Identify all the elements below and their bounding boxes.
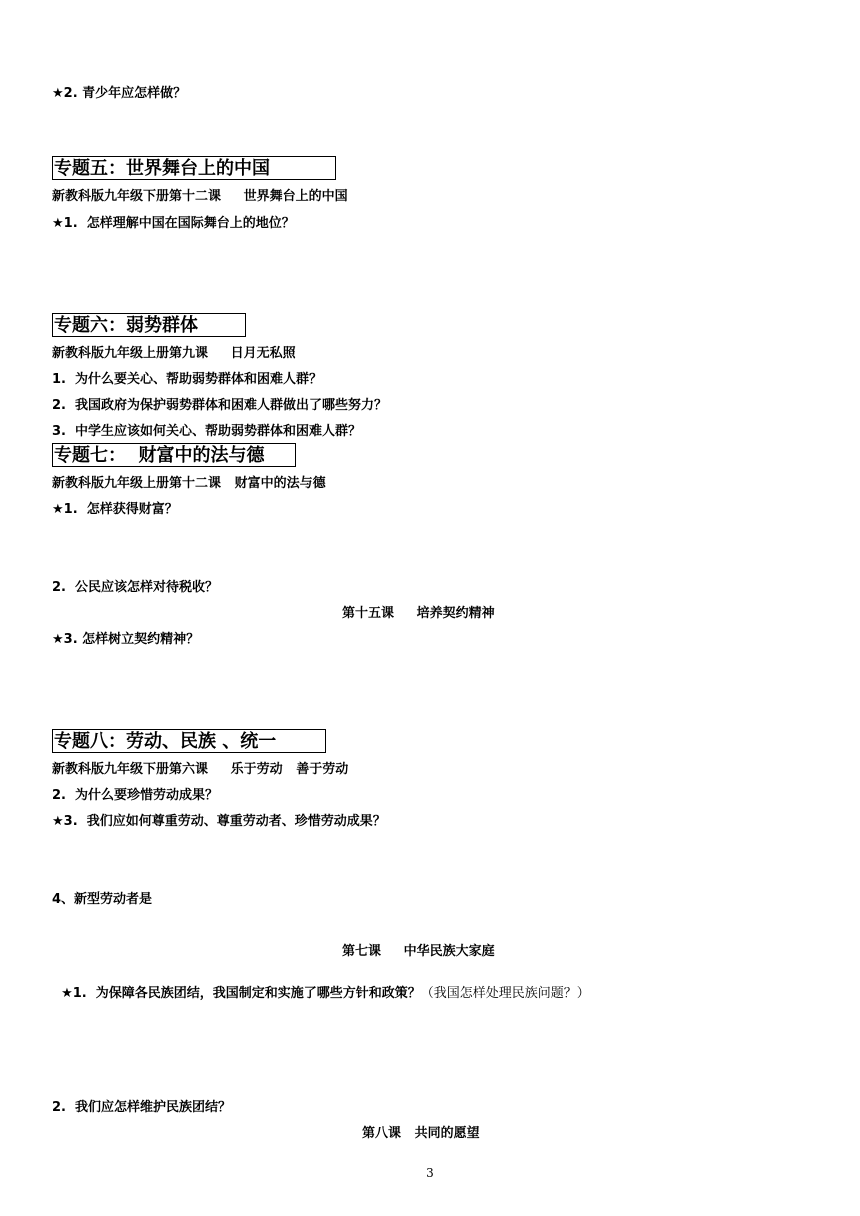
question-item: 2. 我们应怎样维护民族团结？ <box>52 1100 232 1115</box>
lesson-heading: 第十五课 培养契约精神 <box>342 606 495 621</box>
question-item: ★1. 怎样理解中国在国际舞台上的地位？ <box>52 216 295 231</box>
question-item: 2. 我国政府为保护弱势群体和困难人群做出了哪些努力？ <box>52 398 388 413</box>
lesson-ref: 新教科版九年级下册第十二课 世界舞台上的中国 <box>52 189 348 204</box>
question-item: ★3. 怎样树立契约精神？ <box>52 632 200 647</box>
topic-eight-title: 专题八：劳动、民族 、统一 <box>52 729 326 753</box>
page-number: 3 <box>426 1166 434 1180</box>
question-main: ★1. 为保障各民族团结，我国制定和实施了哪些方针和政策？ <box>61 986 421 1001</box>
topic-six-title: 专题六：弱势群体 <box>52 313 246 337</box>
question-item: 3. 中学生应该如何关心、帮助弱势群体和困难人群？ <box>52 424 362 439</box>
question-item: 2. 公民应该怎样对待税收？ <box>52 580 219 595</box>
question-note: （我国怎样处理民族问题？） <box>420 986 590 1001</box>
question-item: 4、新型劳动者是 <box>52 892 153 907</box>
question-item: ★3. 我们应如何尊重劳动、尊重劳动者、珍惜劳动成果？ <box>52 814 386 829</box>
lesson-heading: 第八课 共同的愿望 <box>362 1126 480 1141</box>
lesson-ref: 新教科版九年级上册第九课 日月无私照 <box>52 346 296 361</box>
question-item: ★1. 怎样获得财富？ <box>52 502 178 517</box>
topic-five-title: 专题五：世界舞台上的中国 <box>52 156 336 180</box>
question-item <box>52 970 590 1002</box>
question-item: 1. 为什么要关心、帮助弱势群体和困难人群？ <box>52 372 323 387</box>
lesson-heading: 第七课 中华民族大家庭 <box>342 944 495 959</box>
topic-seven-title: 专题七： 财富中的法与德 <box>52 443 296 467</box>
lesson-ref: 新教科版九年级上册第十二课 财富中的法与德 <box>52 476 326 491</box>
question-item: 2. 为什么要珍惜劳动成果？ <box>52 788 219 803</box>
question-youth-action: ★2. 青少年应怎样做？ <box>52 86 187 101</box>
lesson-ref: 新教科版九年级下册第六课 乐于劳动 善于劳动 <box>52 762 349 777</box>
